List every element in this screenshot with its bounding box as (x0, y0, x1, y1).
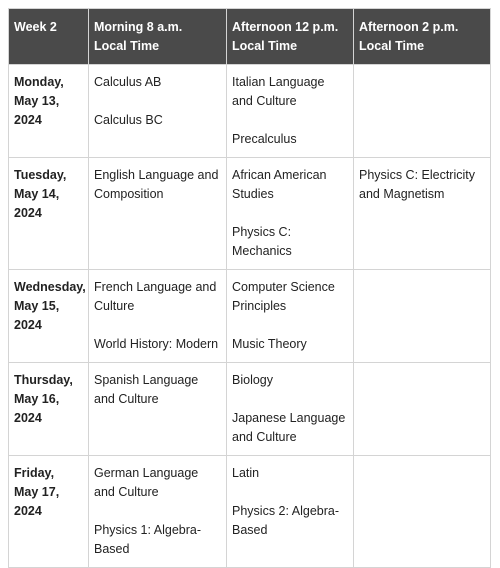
day-line: May 14, (14, 187, 60, 201)
header-line: Local Time (232, 39, 298, 53)
morning-cell (89, 270, 227, 363)
day-cell (9, 270, 89, 363)
exam-name: World History: Modern (94, 337, 219, 351)
day-line: Thursday, (14, 373, 73, 387)
exam-name: Japanese Language and Culture (232, 411, 346, 444)
day-line: Monday, (14, 75, 64, 89)
exam-name: German Language and Culture (94, 466, 199, 499)
day-line: 2024 (14, 318, 42, 332)
header-row (9, 9, 491, 65)
day-line: 2024 (14, 113, 42, 127)
exam-name: Calculus AB (94, 75, 162, 89)
day-cell (9, 65, 89, 158)
table-row (9, 270, 491, 363)
exam-name: Physics 2: Algebra-Based (232, 504, 339, 537)
day-line: Tuesday, (14, 168, 67, 182)
exam-name: Physics C: Mechanics (232, 225, 292, 258)
exam-name: French Language and Culture (94, 280, 217, 313)
day-line: Wednesday, (14, 280, 86, 294)
noon-cell (227, 158, 354, 270)
noon-cell (227, 456, 354, 568)
exam-name: Computer Science Principles (232, 280, 335, 313)
day-cell (9, 456, 89, 568)
table-row (9, 158, 491, 270)
exam-name: Calculus BC (94, 113, 163, 127)
morning-cell (89, 363, 227, 456)
afternoon-cell (354, 158, 491, 270)
afternoon-cell (354, 65, 491, 158)
table-body (9, 65, 491, 568)
header-line: Week 2 (14, 20, 57, 34)
table-row (9, 363, 491, 456)
day-line: May 15, (14, 299, 60, 313)
afternoon-cell (354, 456, 491, 568)
header-afternoon (354, 9, 491, 65)
exam-name: Spanish Language and Culture (94, 373, 199, 406)
exam-name: Physics C: Electricity and Magnetism (359, 168, 475, 201)
morning-cell (89, 456, 227, 568)
day-cell (9, 363, 89, 456)
exam-name: Latin (232, 466, 260, 480)
header-line: Afternoon 2 p.m. (359, 20, 459, 34)
noon-cell (227, 270, 354, 363)
exam-name: Music Theory (232, 337, 307, 351)
day-line: 2024 (14, 411, 42, 425)
exam-name: Italian Language and Culture (232, 75, 325, 108)
afternoon-cell (354, 270, 491, 363)
day-line: 2024 (14, 504, 42, 518)
table-row (9, 456, 491, 568)
header-morning (89, 9, 227, 65)
exam-name: English Language and Composition (94, 168, 219, 201)
header-week (9, 9, 89, 65)
morning-cell (89, 65, 227, 158)
header-line: Local Time (359, 39, 425, 53)
noon-cell (227, 363, 354, 456)
header-noon (227, 9, 354, 65)
exam-name: Biology (232, 373, 273, 387)
table-header (9, 9, 491, 65)
day-cell (9, 158, 89, 270)
afternoon-cell (354, 363, 491, 456)
exam-name: Precalculus (232, 132, 297, 146)
day-line: 2024 (14, 206, 42, 220)
exam-name: African American Studies (232, 168, 327, 201)
header-line: Local Time (94, 39, 160, 53)
day-line: May 16, (14, 392, 60, 406)
day-line: May 13, (14, 94, 60, 108)
exam-name: Physics 1: Algebra-Based (94, 523, 201, 556)
day-line: Friday, (14, 466, 55, 480)
header-line: Morning 8 a.m. (94, 20, 183, 34)
day-line: May 17, (14, 485, 60, 499)
table-row (9, 65, 491, 158)
exam-schedule-table (8, 8, 491, 568)
morning-cell (89, 158, 227, 270)
header-line: Afternoon 12 p.m. (232, 20, 339, 34)
noon-cell (227, 65, 354, 158)
